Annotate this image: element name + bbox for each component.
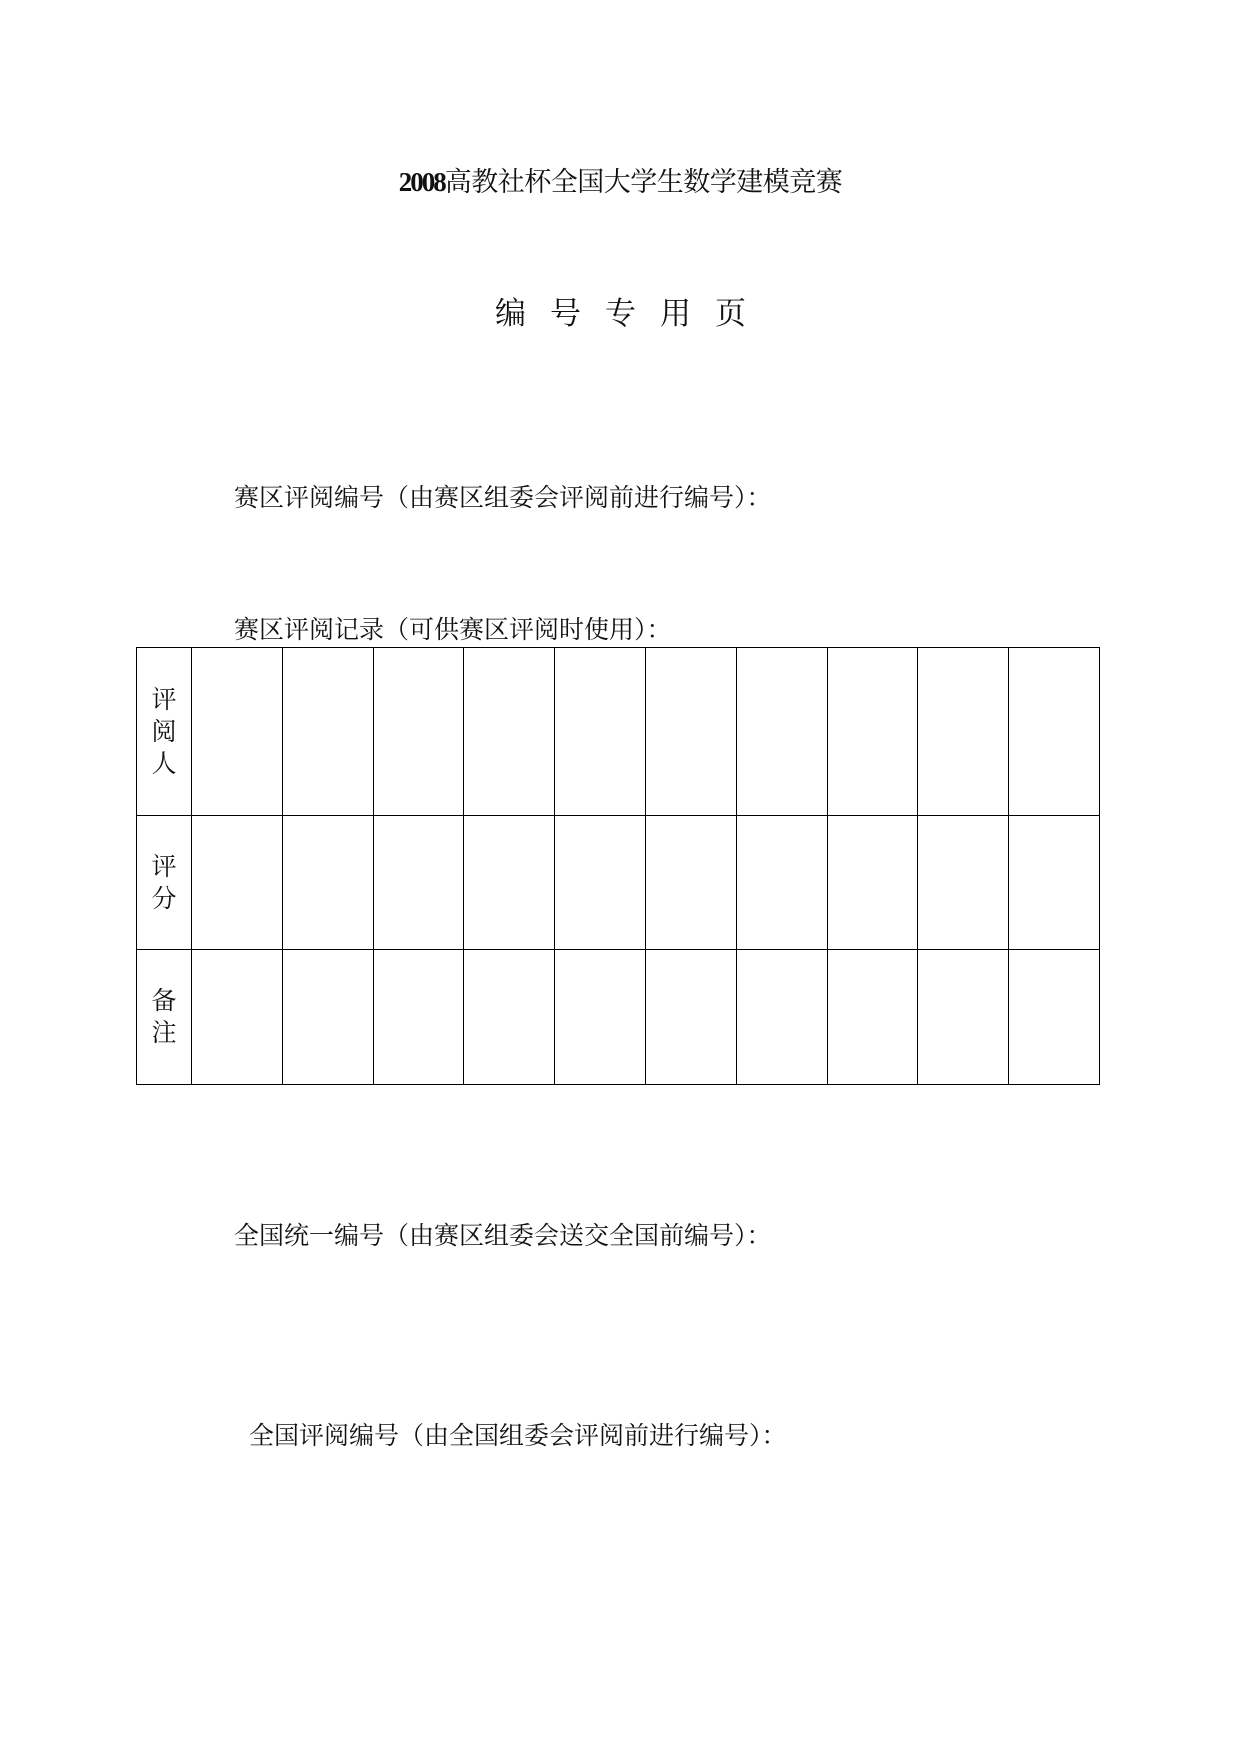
title-text: 高教社杯全国大学生数学建模竞赛: [444, 167, 843, 198]
table-cell[interactable]: [645, 950, 736, 1085]
table-cell[interactable]: [1009, 648, 1100, 816]
table-cell[interactable]: [282, 950, 373, 1085]
table-cell[interactable]: [555, 950, 646, 1085]
title-year: 2008: [398, 167, 445, 197]
table-cell[interactable]: [192, 816, 283, 950]
division-review-record-label: 赛区评阅记录（可供赛区评阅时使用）：: [234, 615, 672, 644]
table-row-score: [137, 816, 1100, 950]
table-cell[interactable]: [645, 816, 736, 950]
table-cell[interactable]: [464, 950, 555, 1085]
table-cell[interactable]: [192, 648, 283, 816]
table-cell[interactable]: [645, 648, 736, 816]
row-header-remarks: 备 注: [137, 950, 192, 1085]
table-cell[interactable]: [918, 816, 1009, 950]
table-cell[interactable]: [1009, 816, 1100, 950]
table-cell[interactable]: [464, 648, 555, 816]
table-cell[interactable]: [282, 648, 373, 816]
table-cell[interactable]: [464, 816, 555, 950]
table-cell[interactable]: [736, 648, 827, 816]
division-review-number-label: 赛区评阅编号（由赛区组委会评阅前进行编号）：: [234, 483, 772, 512]
national-review-number-label: 全国评阅编号（由全国组委会评阅前进行编号）：: [249, 1421, 787, 1450]
table-cell[interactable]: [918, 950, 1009, 1085]
table-cell[interactable]: [827, 648, 918, 816]
table-cell[interactable]: [373, 816, 464, 950]
table-cell[interactable]: [827, 816, 918, 950]
national-unified-number-label: 全国统一编号（由赛区组委会送交全国前编号）：: [234, 1221, 772, 1250]
table-cell[interactable]: [373, 950, 464, 1085]
table-cell[interactable]: [736, 816, 827, 950]
table-row-remarks: [137, 950, 1100, 1085]
review-record-table: [136, 647, 1100, 1085]
table-cell[interactable]: [555, 648, 646, 816]
table-row-reviewer: [137, 648, 1100, 816]
table-cell[interactable]: [373, 648, 464, 816]
table-cell[interactable]: [555, 816, 646, 950]
table-cell[interactable]: [918, 648, 1009, 816]
table-cell[interactable]: [736, 950, 827, 1085]
table-cell[interactable]: [282, 816, 373, 950]
page-title: [0, 160, 1241, 199]
table-cell[interactable]: [1009, 950, 1100, 1085]
page-subtitle: 编号专用页: [495, 296, 770, 332]
row-header-score: 评 分: [137, 816, 192, 950]
table-cell[interactable]: [827, 950, 918, 1085]
row-header-reviewer: 评 阅 人: [137, 648, 192, 816]
table-cell[interactable]: [192, 950, 283, 1085]
